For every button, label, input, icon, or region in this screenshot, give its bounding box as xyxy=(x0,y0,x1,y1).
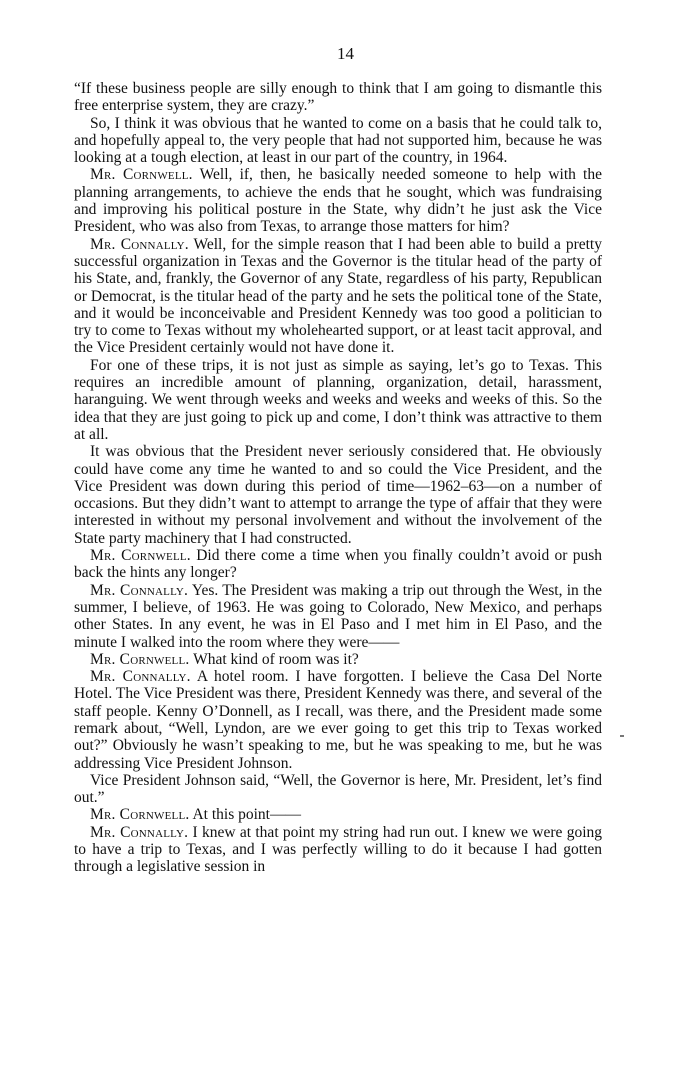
paragraph-text: For one of these trips, it is not just as simple as saying, let’s go to Texas. This requires an incredible amount of planning, organization, detail, harassment, haranguing. We went through weeks and weeks and weeks and weeks of this. So the idea that they are just going to pick up and come, I don’t think was attractive to them at all. xyxy=(74,356,602,443)
paragraph-text: Well, if, then, he basically needed someone to help with the planning arrangements, to achieve the ends that he sought, which was fundraising and improving his political posture in the State, why didn’t he just ask the Vice President, who was also from Texas, to arrange those matters for him? xyxy=(74,166,602,236)
paragraph-text: “If these business people are silly enough to think that I am going to dismantle this free enterprise system, they are crazy.” xyxy=(74,80,602,115)
paragraph xyxy=(74,443,602,547)
scan-mark xyxy=(620,735,624,737)
speaker-label: Mr. Cornwell. xyxy=(90,806,190,824)
paragraph xyxy=(74,236,602,357)
document-body xyxy=(74,80,602,876)
speaker-label: Mr. Connally. xyxy=(90,235,189,253)
paragraph-text: Well, for the simple reason that I had been able to build a pretty successful organization in Texas and the Governor is the titular head of the party of his State, and, frankly, the Governor of any State, regardless of his party, Republican or Democrat, is the titular head of the party and he sets the political tone of the State, and it would be inconceivable and President Kennedy was too good a politician to try to come to Texas without my wholehearted support, or at least tacit approval, and the Vice President certainly would not have done it. xyxy=(74,235,602,357)
paragraph xyxy=(74,582,602,651)
paragraph xyxy=(74,166,602,235)
speaker-label: Mr. Connally. xyxy=(90,668,191,686)
speaker-label: Mr. Connally. xyxy=(90,581,189,599)
paragraph-text: Vice President Johnson said, “Well, the Governor is here, Mr. President, let’s find out.” xyxy=(74,771,602,807)
paragraph-text: Did there come a time when you finally couldn’t avoid or push back the hints any longer? xyxy=(74,547,603,582)
paragraph-text: It was obvious that the President never seriously considered that. He obviously could have come any time he wanted to and so could the Vice President, and the Vice President was down during this period of time—1962–63—on a number of occasions. But they didn’t want to attempt to arrange the type of affair that they were interested in without my personal involvement and without the involvement of the State party machinery that I had constructed. xyxy=(74,443,602,547)
page-number: 14 xyxy=(337,44,354,63)
paragraph xyxy=(74,668,602,772)
paragraph-text: Yes. The President was making a trip out through the West, in the summer, I believe, of 1963. He was going to Colorado, New Mexico, and perhaps other States. In any event, he was in El Paso and I met him in El Paso, and the minute I walked into the room where they were—— xyxy=(74,581,602,651)
paragraph xyxy=(74,806,602,823)
paragraph xyxy=(74,115,602,167)
paragraph xyxy=(74,772,602,807)
paragraph-text: I knew at that point my string had run out. I knew we were going to have a trip to Texas, and I was perfectly willing to do it because I had gotten through a legislative session in xyxy=(74,823,603,876)
paragraph xyxy=(74,357,602,443)
paragraph xyxy=(74,80,602,115)
paragraph-text: A hotel room. I have forgotten. I believe the Casa Del Norte Hotel. The Vice President was there, President Kennedy was there, and several of the staff people. Kenny O’Donnell, as I recall, was there, and the President made some remark about, “Well, Lyndon, are we ever going to get this trip to Texas worked out?” Obviously he wasn’t speaking to me, but he was speaking to me, but he was addressing Vice President Johnson. xyxy=(74,668,603,772)
paragraph xyxy=(74,824,602,876)
speaker-label: Mr. Connally. xyxy=(90,823,189,841)
speaker-label: Mr. Cornwell. xyxy=(90,547,191,565)
paragraph xyxy=(74,651,602,668)
speaker-label: Mr. Cornwell. xyxy=(90,166,193,184)
paragraph-text: At this point—— xyxy=(192,806,301,824)
paragraph-text: So, I think it was obvious that he wanted to come on a basis that he could talk to, and hopefully appeal to, the very people that had not supported him, because he was looking at a tough election, at least in our part of the country, in 1964. xyxy=(74,114,602,167)
paragraph xyxy=(74,547,602,582)
speaker-label: Mr. Cornwell. xyxy=(90,650,190,668)
paragraph-text: What kind of room was it? xyxy=(193,650,359,668)
